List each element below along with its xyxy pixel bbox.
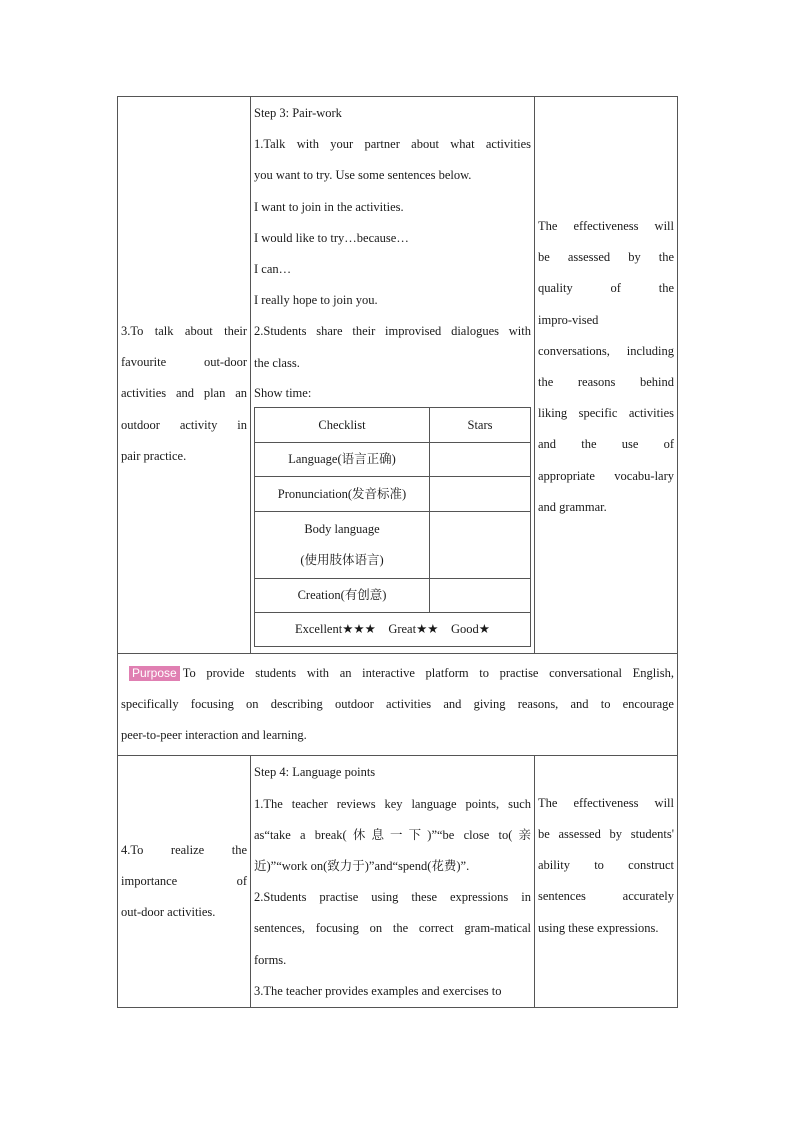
assessment-line: conversations, including (538, 343, 674, 358)
checklist-header-row (255, 407, 531, 442)
activity-line: I can… (254, 262, 292, 277)
checklist-table (254, 407, 531, 647)
assessment-line: The effectiveness will (538, 795, 674, 810)
stars-cell (430, 511, 531, 578)
objective-line: 4.To realize the (121, 842, 247, 857)
checklist-item (255, 511, 430, 578)
stars-cell (430, 578, 531, 612)
purpose-cell (118, 653, 678, 756)
objective-line: out-door activities. (121, 905, 216, 920)
activity-line: I really hope to join you. (254, 293, 378, 308)
activity-line: you want to try. Use some sentences below. (254, 168, 472, 183)
objective-cell (118, 756, 251, 1008)
checklist-row (255, 578, 531, 612)
assessment-line: the reasons behind (538, 374, 674, 389)
objective-line: importance of (121, 874, 247, 889)
assessment-line: quality of the (538, 281, 674, 296)
objective-line: pair practice. (121, 448, 187, 463)
checklist-header: Checklist (255, 407, 430, 442)
purpose-text: To provide students with an interactive platform to practise conversational English, (182, 665, 674, 680)
activity-cell (251, 97, 535, 654)
objective-line: outdoor activity in (121, 417, 247, 432)
activity-line: 1.The teacher reviews key language points, such (254, 796, 531, 811)
purpose-line: specifically focusing on describing outdoor activities and giving reasons, and to encourage (121, 697, 674, 712)
stars-cell (430, 442, 531, 476)
assessment-cell (535, 97, 678, 654)
checklist-footer-row (255, 612, 531, 646)
activity-line: sentences, focusing on the correct gram-matical (254, 921, 531, 936)
activity-line: 近)”“work on(致力于)”and“spend(花费)”. (254, 859, 470, 874)
activity-line: I would like to try…because… (254, 230, 409, 245)
purpose-row (118, 653, 678, 756)
assessment-line: ability to construct (538, 858, 674, 873)
step-title: Step 3: Pair-work (254, 106, 342, 120)
purpose-tag: Purpose (129, 666, 180, 681)
purpose-line (121, 658, 674, 689)
assessment-line: and the use of (538, 437, 674, 452)
activity-cell (251, 756, 535, 1008)
checklist-row (255, 511, 531, 578)
lesson-plan-page (117, 96, 677, 1008)
star-legend: Excellent★★★ Great★★ Good★ (255, 612, 531, 646)
step-title: Step 4: Language points (254, 765, 376, 780)
checklist-row (255, 442, 531, 476)
objective-row-4 (118, 756, 678, 1008)
objective-line: activities and plan an (121, 386, 247, 401)
objective-line: 3.To talk about their (121, 323, 247, 338)
checklist-item: Language(语言正确) (255, 442, 430, 476)
assessment-line: liking specific activities (538, 406, 674, 421)
checklist-item-line: (使用肢体语言) (300, 552, 384, 567)
assessment-line: The effectiveness will (538, 218, 674, 233)
activity-line: as“take a break(休息一下)”“be close to(亲 (254, 827, 531, 842)
activity-line: 2.Students share their improvised dialogues with (254, 324, 531, 339)
assessment-line: be assessed by students' (538, 826, 674, 841)
checklist-item: Creation(有创意) (255, 578, 430, 612)
activity-line: I want to join in the activities. (254, 199, 404, 214)
assessment-line: appropriate vocabu-lary (538, 468, 674, 483)
checklist-row (255, 476, 531, 511)
activity-line: Show time: (254, 385, 312, 400)
activity-line: 3.The teacher provides examples and exercises to (254, 983, 502, 998)
assessment-line: impro-vised (538, 312, 599, 327)
lesson-plan-table (117, 96, 678, 1008)
assessment-cell (535, 756, 678, 1008)
purpose-line: peer-to-peer interaction and learning. (121, 728, 307, 743)
activity-line: 1.Talk with your partner about what activities (254, 137, 531, 152)
stars-header: Stars (430, 407, 531, 442)
assessment-line: be assessed by the (538, 250, 674, 265)
stars-cell (430, 476, 531, 511)
assessment-line: and grammar. (538, 499, 607, 514)
objective-row-3 (118, 97, 678, 654)
assessment-line: sentences accurately (538, 889, 674, 904)
activity-line: 2.Students practise using these expressions in (254, 890, 531, 905)
activity-line: forms. (254, 952, 287, 967)
checklist-item-line: Body language (304, 521, 380, 536)
activity-line: the class. (254, 355, 300, 370)
checklist-item: Pronunciation(发音标准) (255, 476, 430, 511)
assessment-line: using these expressions. (538, 920, 659, 935)
objective-cell (118, 97, 251, 654)
objective-line: favourite out-door (121, 355, 247, 370)
